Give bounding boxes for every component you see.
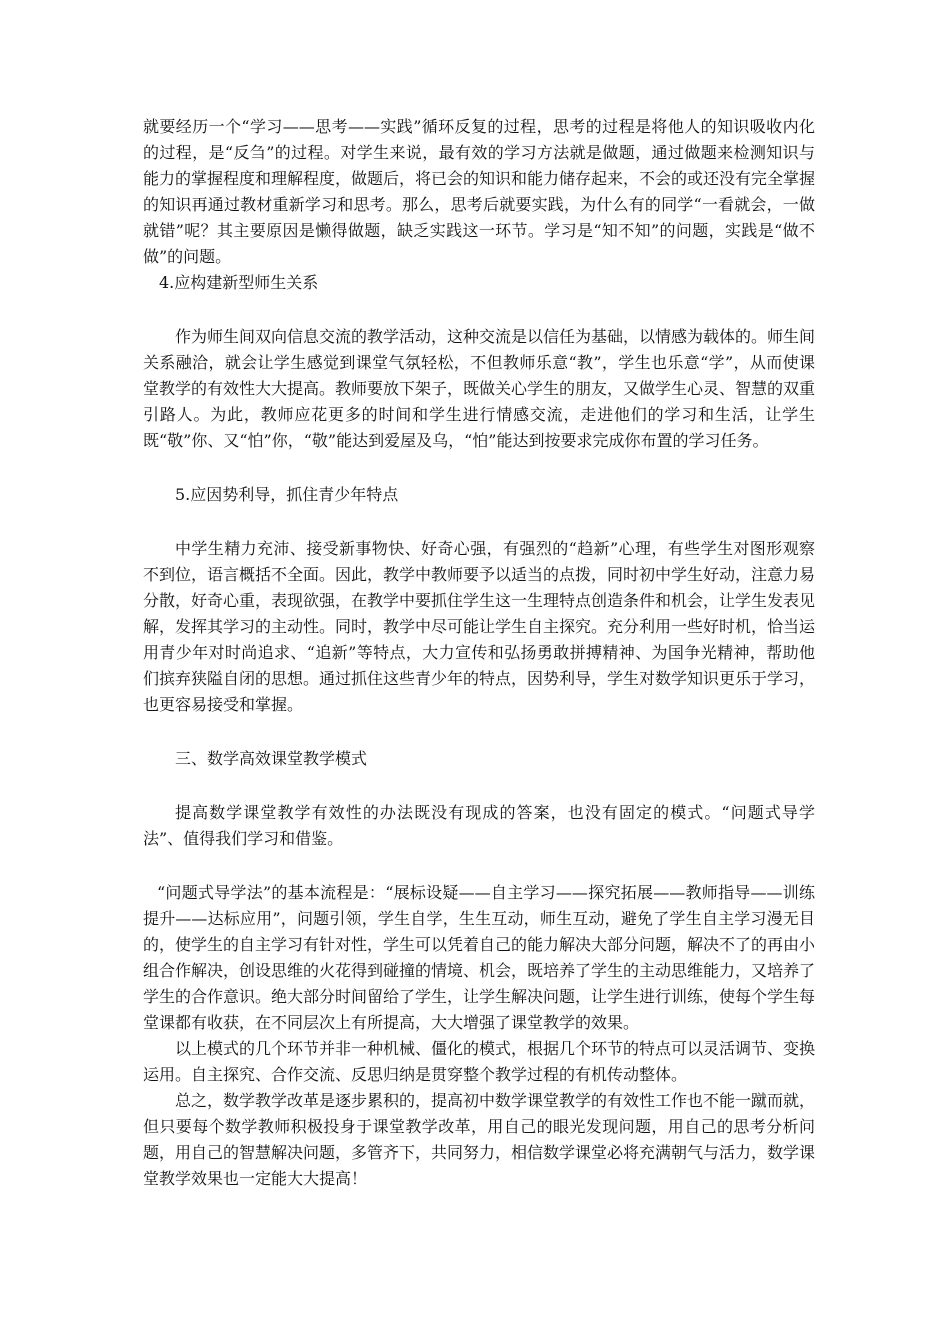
- paragraph-youth-characteristics: 中学生精力充沛、接受新事物快、好奇心强，有强烈的“趋新”心理，有些学生对图形观察不到位，语言概括不全面。因此，教学中教师要予以适当的点拨，同时初中学生好动，注意力易分散，好奇心重，表现欲强，在教学中要抓住学生这一生理特点创造条件和机会，让学生发表见解，发挥其学习的主动性。同时，教学中尽可能让学生自主探究。充分利用一些好时机，恰当运用青少年对时尚追求、“追新”等特点，大力宣传和弘扬勇敢拼搏精神、为国争光精神，帮助他们摈弃狭隘自闭的思想。通过抓住这些青少年的特点，因势利导，学生对数学知识更乐于学习，也更容易接受和掌握。: [143, 539, 816, 714]
- paragraph-model-flexibility: 以上模式的几个环节并非一种机械、僵化的模式，根据几个环节的特点可以灵活调节、变换运用。自主探究、合作交流、反思归纳是贯穿整个教学过程的有机传动整体。: [143, 1039, 816, 1084]
- heading-teaching-model: 三、数学高效课堂教学模式: [175, 749, 368, 768]
- heading-youth-characteristics: 5.应因势利导，抓住青少年特点: [175, 485, 399, 504]
- paragraph-problem-based-method: “问题式导学法”的基本流程是：“展标设疑——自主学习——探究拓展——教师指导——训练提升——达标应用”，问题引领，学生自学，生生互动，师生互动，避免了学生自主学习漫无目的，使学生的自主学习有针对性，学生可以凭着自己的能力解决大部分问题，解决不了的再由小组合作解决，创设思维的火花得到碰撞的情境、机会，既培养了学生的主动思维能力，又培养了学生的合作意识。绝大部分时间留给了学生，让学生解决问题，让学生进行训练，使每个学生每堂课都有收获，在不同层次上有所提高，大大增强了课堂教学的效果。: [143, 883, 816, 1032]
- paragraph-relationship: 作为师生间双向信息交流的教学活动，这种交流是以信任为基础，以情感为载体的。师生间关系融洽，就会让学生感觉到课堂气氛轻松，不但教师乐意“教”，学生也乐意“学”，从而使课堂教学的有效性大大提高。教师要放下架子，既做关心学生的朋友，又做学生心灵、智慧的双重引路人。为此，教师应花更多的时间和学生进行情感交流，走进他们的学习和生活，让学生既“敬”你、又“怕”你，“敬”能达到爱屋及乌，“怕”能达到按要求完成你布置的学习任务。: [143, 327, 816, 450]
- paragraph-learning-cycle: 就要经历一个“学习——思考——实践”循环反复的过程，思考的过程是将他人的知识吸收内化的过程，是“反刍”的过程。对学生来说，最有效的学习方法就是做题，通过做题来检测知识与能力的掌握程度和理解程度，做题后，将已会的知识和能力储存起来，不会的或还没有完全掌握的知识再通过教材重新学习和思考。那么，思考后就要实践，为什么有的同学“一看就会，一做就错”呢？其主要原因是懒得做题，缺乏实践这一环节。学习是“知不知”的问题，实践是“做不做”的问题。: [143, 117, 816, 266]
- document-page: [143, 114, 815, 1192]
- heading-teacher-student-relationship: 4.应构建新型师生关系: [159, 273, 319, 292]
- paragraph-conclusion: 总之，数学教学改革是逐步累积的，提高初中数学课堂教学的有效性工作也不能一蹴而就，但只要每个数学教师积极投身于课堂教学改革，用自己的眼光发现问题，用自己的思考分析问题，用自己的智慧解决问题，多管齐下，共同努力，相信数学课堂必将充满朝气与活力，数学课堂教学效果也一定能大大提高！: [143, 1091, 816, 1188]
- paragraph-teaching-model-intro: 提高数学课堂教学有效性的办法既没有现成的答案，也没有固定的模式。“问题式导学法”、值得我们学习和借鉴。: [143, 803, 815, 848]
